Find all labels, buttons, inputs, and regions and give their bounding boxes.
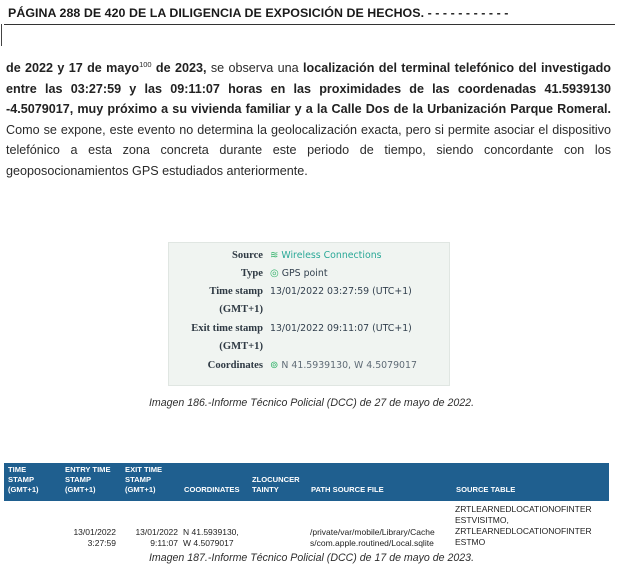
exit-date: 13/01/2022 xyxy=(135,527,178,537)
type-label: Type xyxy=(240,268,263,279)
source-table-line-3: ZRTLEARNEDLOCATIONOFINTER xyxy=(455,526,592,536)
header-title: PÁGINA 288 DE 420 DE LA DILIGENCIA DE EXPOSICIÓN DE HECHOS. xyxy=(8,6,425,20)
exit-tz: (GMT+1) xyxy=(219,341,263,352)
header-dashes: - - - - - - - - - - - xyxy=(427,6,509,20)
path-line-2: s/com.apple.routined/Local.sqlite xyxy=(310,538,434,548)
para-text-2: Como se expone, este evento no determina la geolocalización exacta, pero si permite asociar el dispositivo telefónico a esta zona concreta durante este periodo de tiempo, siendo concordante con los geoposocionamientos GPS estudiados anteriormente. xyxy=(6,122,611,178)
source-row xyxy=(169,250,449,268)
col-entry-time: ENTRY TIME STAMP (GMT+1) xyxy=(65,465,111,494)
col-path-source: PATH SOURCE FILE xyxy=(311,485,384,494)
col-exit-time: EXIT TIME STAMP (GMT+1) xyxy=(125,465,163,494)
coord-line-1: N 41.5939130, xyxy=(183,527,239,537)
footnote-ref[interactable]: 100 xyxy=(139,60,152,69)
source-table-line-4: ESTMO xyxy=(455,537,486,547)
source-label: Source xyxy=(232,250,263,261)
timestamp-value: 13/01/2022 03:27:59 (UTC+1) xyxy=(270,286,412,297)
path-line-1: /private/var/mobile/Library/Cache xyxy=(310,527,435,537)
type-row xyxy=(169,268,449,286)
coords-label: Coordinates xyxy=(207,360,263,371)
col-uncertainty: ZLOCUNCER TAINTY xyxy=(252,475,300,494)
exit-value: 13/01/2022 09:11:07 (UTC+1) xyxy=(270,323,412,334)
figure-186-caption: Imagen 186.-Informe Técnico Policial (DCC) de 27 de mayo de 2022. xyxy=(148,397,475,409)
timestamp-row xyxy=(169,286,449,304)
entry-time: 3:27:59 xyxy=(87,538,116,548)
source-table-line-1: ZRTLEARNEDLOCATIONOFINTER xyxy=(455,504,592,514)
exit-label: Exit time stamp xyxy=(191,323,263,334)
left-margin-line xyxy=(1,24,2,46)
source-value: Wireless Connections xyxy=(281,250,382,261)
wifi-icon: ≋ xyxy=(270,250,279,261)
exit-row xyxy=(169,323,449,341)
coords-row xyxy=(169,360,449,378)
page-header xyxy=(8,6,608,24)
col-timestamp: TIME STAMP (GMT+1) xyxy=(8,465,39,494)
gps-point-icon: ◎ xyxy=(270,268,279,279)
para-text-1: se observa una xyxy=(206,61,304,75)
col-source-table: SOURCE TABLE xyxy=(456,485,516,494)
figure-187-caption: Imagen 187.-Informe Técnico Policial (DCC) de 17 de mayo de 2023. xyxy=(148,552,475,564)
para-bold-3: localización del terminal telefónico del investigado entre las 03:27:59 y las 09:11:07 horas en las proximidades de las coordenadas 41.5939130 -4.5079017, muy próximo a su vivienda familiar y a la Calle Dos de la Urbanización Parque Romeral. xyxy=(6,61,611,116)
entry-date: 13/01/2022 xyxy=(73,527,116,537)
body-paragraph xyxy=(6,58,611,181)
exit-tz-row xyxy=(169,341,449,359)
type-value: GPS point xyxy=(281,268,328,279)
table-187 xyxy=(4,463,609,552)
location-pin-icon: ⊚ xyxy=(270,360,279,371)
para-bold-1: de 2022 y 17 de mayo xyxy=(6,61,140,75)
para-bold-2: de 2023, xyxy=(151,61,207,75)
timestamp-label: Time stamp xyxy=(209,286,263,297)
coord-line-2: W 4.5079017 xyxy=(183,538,234,548)
exit-time: 9:11:07 xyxy=(150,538,178,548)
figure-186-details xyxy=(168,242,450,386)
timestamp-tz-row xyxy=(169,304,449,322)
header-rule xyxy=(4,24,615,25)
timestamp-tz: (GMT+1) xyxy=(219,304,263,315)
col-coordinates: COORDINATES xyxy=(184,485,240,494)
coords-value: N 41.5939130, W 4.5079017 xyxy=(281,360,417,371)
table-header xyxy=(4,463,609,501)
source-table-line-2: ESTVISITMO, xyxy=(455,515,509,525)
